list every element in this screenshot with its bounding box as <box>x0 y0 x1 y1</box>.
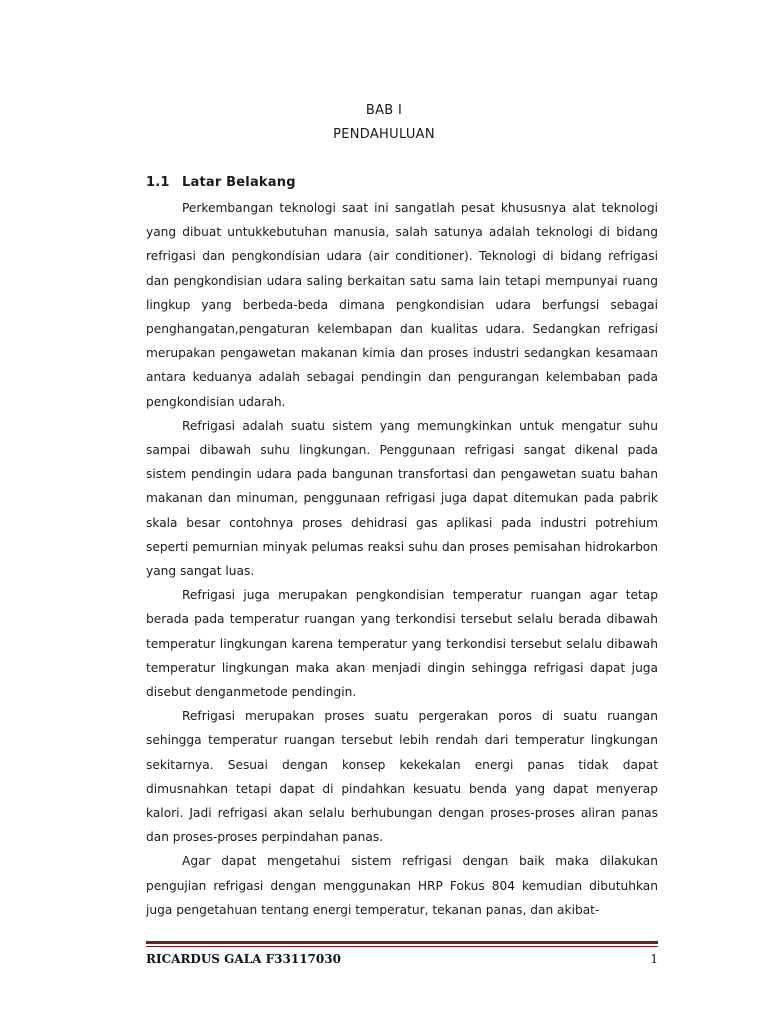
section-heading <box>146 175 296 190</box>
paragraph: Agar dapat mengetahui sistem refrigasi dengan baik maka dilakukan pengujian refrigasi dengan menggunakan HRP Fokus 804 kemudian dibutuhkan juga pengetahuan tentang energi temperatur, tekanan panas, dan akibat- <box>146 854 658 917</box>
footer-author: RICARDUS GALA F33117030 <box>146 952 341 966</box>
section-title: Latar Belakang <box>182 175 296 190</box>
chapter-title: PENDAHULUAN <box>333 127 435 142</box>
section-number: 1.1 <box>146 175 170 190</box>
paragraph: Refrigasi juga merupakan pengkondisian temperatur ruangan agar tetap berada pada temperatur ruangan yang terkondisi tersebut selalu berada dibawah temperatur lingkungan karena temperatur yang terkondisi tersebut selalu dibawah temperatur lingkungan maka akan menjadi dingin sehingga refrigasi dapat juga disebut denganmetode pendingin. <box>146 588 658 700</box>
footer-rule-thin <box>146 946 658 947</box>
body-text <box>146 196 658 922</box>
chapter-number: BAB I <box>365 103 403 118</box>
paragraph: Refrigasi merupakan proses suatu pergerakan poros di suatu ruangan sehingga temperatur ruangan tersebut lebih rendah dari temperatur lingkungan sekitarnya. Sesuai dengan konsep kekekalan energi panas tidak dapat dimusnahkan tetapi dapat di pindahkan kesuatu benda yang dapat menyerap kalori. Jadi refrigasi akan selalu berhubungan dengan proses-proses aliran panas dan proses-proses perpindahan panas. <box>146 709 658 845</box>
paragraph: Perkembangan teknologi saat ini sangatlah pesat khususnya alat teknologi yang dibuat untukkebutuhan manusia, salah satunya adalah teknologi di bidang refrigasi dan pengkondisian udara (air conditioner). Teknologi di bidang refrigasi dan pengkondisian udara saling berkaitan satu sama lain tetapi mempunyai ruang lingkup yang berbeda-beda dimana pengkondisian udara berfungsi sebagai penghangatan,pengaturan kelembapan dan kualitas udara. Sedangkan refrigasi merupakan pengawetan makanan kimia dan proses industri sedangkan kesamaan antara keduanya adalah sebagai pendingin dan pengurangan kelembaban pada pengkondisian udarah. <box>146 201 658 409</box>
paragraph: Refrigasi adalah suatu sistem yang memungkinkan untuk mengatur suhu sampai dibawah suhu lingkungan. Penggunaan refrigasi sangat dikenal pada sistem pendingin udara pada bangunan transfortasi dan pengawetan suatu bahan makanan dan minuman, penggunaan refrigasi juga dapat ditemukan pada pabrik skala besar contohnya proses dehidrasi gas aplikasi pada industri potrehium seperti pemurnian minyak pelumas reaksi suhu dan proses pemisahan hidrokarbon yang sangat luas. <box>146 418 658 579</box>
footer-rule <box>146 941 658 944</box>
page-number: 1 <box>650 952 658 966</box>
